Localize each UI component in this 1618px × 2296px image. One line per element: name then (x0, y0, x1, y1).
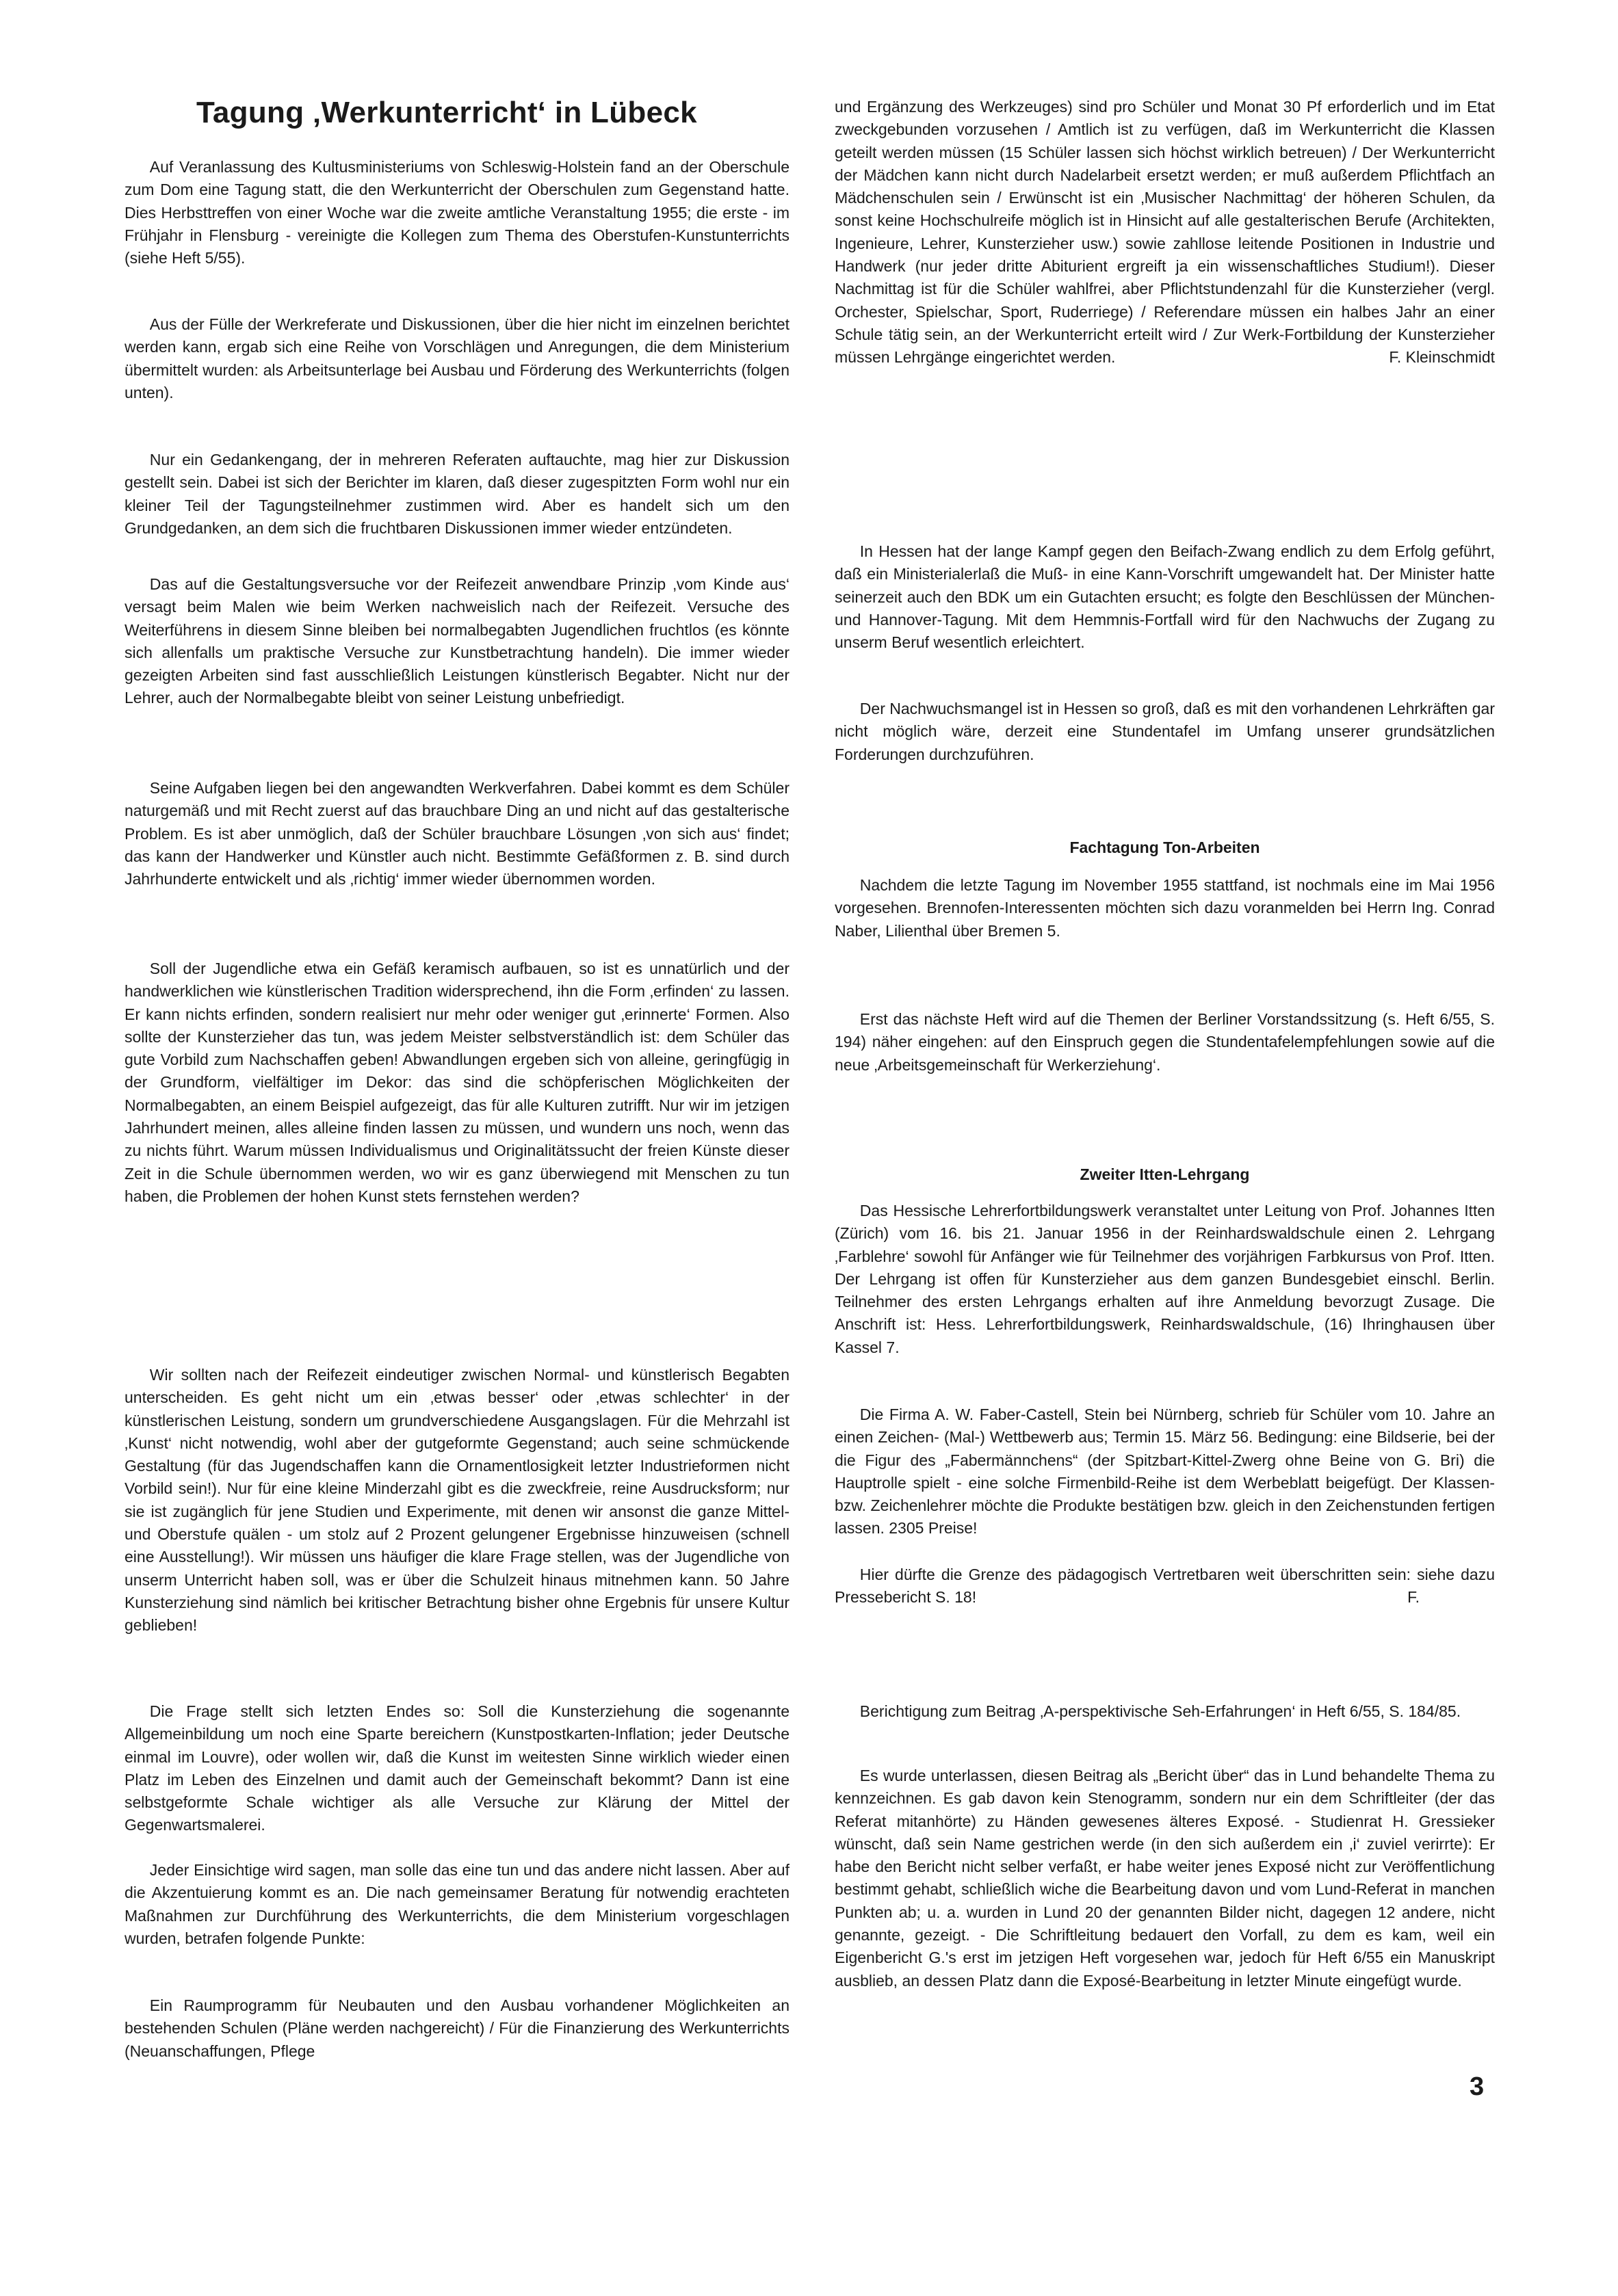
section-paragraph-text: Hier dürfte die Grenze des pädagogisch Vertretbaren weit überschritten sein: siehe dazu Pressebericht S. 18! (835, 1566, 1495, 1607)
article-paragraph: Seine Aufgaben liegen bei den angewandten Werkverfahren. Dabei kommt es dem Schüler naturgemäß und mit Recht zuerst auf das brauchbare Ding an und nicht auf das gestalterische Problem. Es ist aber unmöglich, daß der Schüler brauchbare Lösungen ‚von sich aus‘ findet; das kann der Handwerker und Künstler auch nicht. Bestimmte Gefäßformen z. B. sind durch Jahrhunderte entwickelt und als ‚richtig‘ immer wieder übernommen worden. (125, 779, 790, 888)
hessen-paragraph: In Hessen hat der lange Kampf gegen den Beifach-Zwang endlich zu dem Erfolg geführt, daß ein Ministerialerlaß die Muß- in eine Kann-Vorschrift umgewandelt hat. Der Minister hatte seinerzeit auch den BDK um ein Gutachten ersucht; es folgte den Beschlüssen der München- und Hannover-Tagung. Mit dem Hemmnis-Fortfall wird für den Nachwuchs der Zugang zu unserm Beruf wesentlich erleichtert. (835, 542, 1495, 652)
article-paragraph: Wir sollten nach der Reifezeit eindeutiger zwischen Normal- und künstlerisch Begabten unterscheiden. Es geht nicht um ein ‚etwas besser‘ oder ‚etwas schlechter‘ in der künstlerischen Leistung, sondern um grundverschiedene Ausgangslagen. Für die Mehrzahl ist ‚Kunst‘ nicht notwendig, wohl aber der gutgeformte Gegenstand; auch seine schmückende Gestaltung (für das Jugendschaffen kann die Ornamentlosigkeit letzter Industrieformen nicht Vorbild sein!). Nur für eine kleine Minderzahl gibt es die zweckfreie, reine Ausdrucksform; nur sie ist zugänglich für jene Studien und Experimente, mit denen wir ansonst die ganze Mittel- und Oberstufe quälen - um stolz auf 2 Prozent gelungener Ergebnisse hinzuweisen (schnell eine Ausstellung!). Wir müssen uns häufiger die klare Frage stellen, was der Jugendliche von unserm Unterricht haben soll, was er über die Schulzeit hinaus mitnehmen kann. 50 Jahre Kunsterziehung sind nämlich bei kritischer Betrachtung bisher ohne Ergebnis für unsere Kultur geblieben! (125, 1366, 790, 1635)
section-paragraph: Erst das nächste Heft wird auf die Themen der Berliner Vorstandssitzung (s. Heft 6/55, S. 194) näher eingehen: auf den Einspruch gegen die Stundentafelempfehlungen sowie auf die neue ‚Arbeitsgemeinschaft für Werkerziehung‘. (835, 1010, 1495, 1074)
author-signature: F. Kleinschmidt (1389, 348, 1495, 367)
page-number: 3 (1470, 2072, 1485, 2101)
section-paragraph: Die Firma A. W. Faber-Castell, Stein bei Nürnberg, schrieb für Schüler vom 10. Jahre an einen Zeichen- (Mal-) Wettbewerb aus; Termin 15. März 56. Bedingung: eine Bildserie, bei der die Figur des „Fabermännchens“ (der Spitzbart-Kittel-Zwerg ohne Beine von G. Bri) die Hauptrolle spielt - eine solche Firmenbild-Reihe ist dem Werbeblatt beigefügt. Der Klassen- bzw. Zeichenlehrer möchte die Produkte bestätigen bzw. gleich in den Zeichenstunden fertigen lassen. 2305 Preise! (835, 1406, 1495, 1538)
article-paragraph: Aus der Fülle der Werkreferate und Diskussionen, über die hier nicht im einzelnen berichtet werden kann, ergab sich eine Reihe von Vorschlägen und Anregungen, die dem Ministerium übermittelt wurden: als Arbeitsunterlage bei Ausbau und Förderung des Werkunterrichts (folgen unten). (125, 315, 790, 401)
berichtigung-intro: Berichtigung zum Beitrag ‚A-perspektivische Seh-Erfahrungen‘ in Heft 6/55, S. 184/85. (859, 1702, 1461, 1720)
article-paragraph: Soll der Jugendliche etwa ein Gefäß keramisch aufbauen, so ist es unnatürlich und der handwerklichen wie künstlerischen Tradition widersprechend, ihn die Form ‚erfinden‘ zu lassen. Er kann nichts erfinden, sondern realisiert nur mehr oder weniger gut ‚erinnerte‘ Formen. Also sollte der Kunsterzieher das tun, was jedem Meister selbstverständlich ist: dem Schüler das gute Vorbild zum Nachschaffen geben! Abwandlungen ergeben sich von alleine, geringfügig in der Grundform, vielfältiger im Dekor: das sind die schöpferischen Möglichkeiten der Normalbegabten, an einem Beispiel aufgezeigt, das für alle Kulturen zutrifft. Nur wir im jetzigen Jahrhundert meinen, alles alleine finden lassen zu müssen, und wundern uns noch, wenn das zu nichts führt. Warum müssen Individualismus und Originalitätssucht der freien Künste dieser Zeit in die Schule übernommen werden, wo wir es ganz überwiegend mit Menschen zu tun haben, die Problemen der hohen Kunst stets fernstehen werden? (125, 960, 790, 1205)
article-title: Tagung ‚Werkunterricht‘ in Lübeck (196, 96, 697, 129)
section-heading: Zweiter Itten-Lehrgang (1080, 1165, 1250, 1183)
article-continuation (835, 96, 1495, 369)
section-paragraph: Das Hessische Lehrerfortbildungswerk veranstaltet unter Leitung von Prof. Johannes Itten (Zürich) vom 16. bis 21. Januar 1956 in der Reinhardswaldschule einen 2. Lehrgang ‚Farblehre‘ sowohl für Anfänger wie für Teilnehmer des vorjährigen Farbkursus von Prof. Itten. Der Lehrgang ist offen für Kunsterzieher aus dem ganzen Bundesgebiet einschl. Berlin. Teilnehmer des ersten Lehrgangs erhalten auf ihre Anmeldung bevorzugt Zusage. Die Anschrift ist: Hess. Lehrerfortbildungswerk, Reinhardswaldschule, (16) Ihringhausen über Kassel 7. (835, 1202, 1495, 1356)
article-paragraph: und Ergänzung des Werkzeuges) sind pro Schüler und Monat 30 Pf erforderlich und im Etat zweckgebunden vorzusehen / Amtlich ist zu verfügen, daß im Werkunterricht die Klassen geteilt werden müssen (15 Schüler lassen sich höchst wirklich betreuen) / Der Werkunterricht der Mädchen kann nicht durch Nadelarbeit ersetzt werden; er muß außerdem Pflichtfach an Mädchenschulen sein / Erwünscht ist ein ‚Musischer Nachmittag‘ der höheren Schulen, da sonst keine Hochschulreife möglich ist in Hinsicht auf alle gestalterischen Berufe (Architekten, Ingenieure, Lehrer, Kunsterzieher usw.) sowie zahllose leitende Positionen in Industrie und Handwerk (nur jeder dritte Abiturient ergreift ja ein wissenschaftliches Studium!). Dieser Nachmittag ist für die Schüler wahlfrei, aber Pflichtstundenzahl für die Kunsterzieher (vergl. Orchester, Spielschar, Sport, Ruderriege) / Referendare müssen ein halbes Jahr an einer Schule tätig sein, an der Werkunterricht erteilt wird / Zur Werk-Fortbildung der Kunsterzieher müssen Lehrgänge eingerichtet werden. (835, 98, 1495, 367)
hessen-paragraph: Der Nachwuchsmangel ist in Hessen so groß, daß es mit den vorhandenen Lehrkräften gar nicht möglich wäre, derzeit eine Stundentafel im Umfang unserer grundsätzlichen Forderungen durchzuführen. (835, 700, 1495, 763)
berichtigung-paragraph: Es wurde unterlassen, diesen Beitrag als „Bericht über“ das in Lund behandelte Thema zu kennzeichnen. Es gab davon kein Stenogramm, sondern nur ein dem Schriftleiter (der das Referat mitanhörte) zu Händen gewesenes älteres Exposé. - Studienrat H. Gressieker wünscht, daß sein Name gestrichen werde (in den sich außerdem ein ‚i‘ zuviel verirrte): Er habe den Bericht nicht selber verfaßt, er habe weiter jenes Exposé nicht zur Veröffentlichung bestimmt gehabt, schließlich wiche die Bearbeitung davon und vom Lund-Referat in manchen Punkten ab; u. a. wurden in Lund 20 der genannten Bilder nicht, dagegen 12 andere, nicht genannte, gezeigt. - Die Schriftleitung bedauert den Vorfall, zu dem es kam, weil ein Eigenbericht G.'s erst im jetzigen Heft vorgesehen war, jedoch für Heft 6/55 ein Manuskript ausblieb, an dessen Platz dann die Exposé-Bearbeitung in letzter Minute eingefügt wurde. (835, 1767, 1495, 1990)
article-paragraph: Auf Veranlassung des Kultusministeriums von Schleswig-Holstein fand an der Oberschule zum Dom eine Tagung statt, die den Werkunterricht der Oberschulen zum Gegenstand hatte. Dies Herbsttreffen von einer Woche war die zweite amtliche Veranstaltung 1955; die erste - im Frühjahr in Flensburg - vereinigte die Kollegen zum Thema des Oberstufen-Kunstunterrichts (siehe Heft 5/55). (125, 158, 790, 267)
article-paragraph: Das auf die Gestaltungsversuche vor der Reifezeit anwendbare Prinzip ‚vom Kinde aus‘ versagt beim Malen wie beim Werken nachweislich nach der Reifezeit. Versuche des Weiterführens in diesem Sinne bleiben bei normalbegabten Jugendlichen fruchtlos (es könnte sich allenfalls um praktische Versuche zur Kunstbetrachtung handeln). Die immer wieder gezeigten Arbeiten sind fast ausschließlich Leistungen künstlerisch Begabter. Nicht nur der Lehrer, auch der Normalbegabte bleibt von seiner Leistung unbefriedigt. (125, 575, 790, 707)
section-heading: Fachtagung Ton-Arbeiten (1069, 839, 1260, 856)
section-paragraph (835, 1563, 1495, 1609)
author-signature: F. (1407, 1588, 1420, 1607)
article-paragraph: Ein Raumprogramm für Neubauten und den Ausbau vorhandener Möglichkeiten an bestehenden Schulen (Pläne werden nachgereicht) / Für die Finanzierung des Werkunterrichts (Neuanschaffungen, Pflege (125, 1996, 790, 2060)
article-paragraph: Die Frage stellt sich letzten Endes so: Soll die Kunsterziehung die sogenannte Allgemeinbildung um noch eine Sparte bereichern (Kunstpostkarten-Inflation; jeder Deutsche einmal im Louvre), oder wollen wir, daß die Kunst im weitesten Sinne wirklich wieder einen Platz im Leben des Einzelnen und damit auch der Gemeinschaft bekommt? Dann ist eine selbstgeformte Schale wichtiger als alle Versuche zur Klärung der Mittel der Gegenwartsmalerei. (125, 1702, 790, 1834)
article-paragraph: Nur ein Gedankengang, der in mehreren Referaten auftauchte, mag hier zur Diskussion gestellt sein. Dabei ist sich der Berichter im klaren, daß dieser zugespitzten Form wohl nur ein kleiner Teil der Tagungsteilnehmer zustimmen wird. Aber es handelt sich um den Grundgedanken, an dem sich die fruchtbaren Diskussionen immer wieder entzündeten. (125, 451, 790, 537)
article-paragraph: Jeder Einsichtige wird sagen, man solle das eine tun und das andere nicht lassen. Aber auf die Akzentuierung kommt es an. Die nach gemeinsamer Beratung für notwendig erachteten Maßnahmen zur Durchführung des Werkunterrichts, die dem Ministerium vorgeschlagen wurden, betrafen folgende Punkte: (125, 1861, 790, 1947)
section-paragraph: Nachdem die letzte Tagung im November 1955 stattfand, ist nochmals eine im Mai 1956 vorgesehen. Brennofen-Interessenten möchten sich dazu voranmelden bei Herrn Ing. Conrad Naber, Lilienthal über Bremen 5. (835, 876, 1495, 940)
